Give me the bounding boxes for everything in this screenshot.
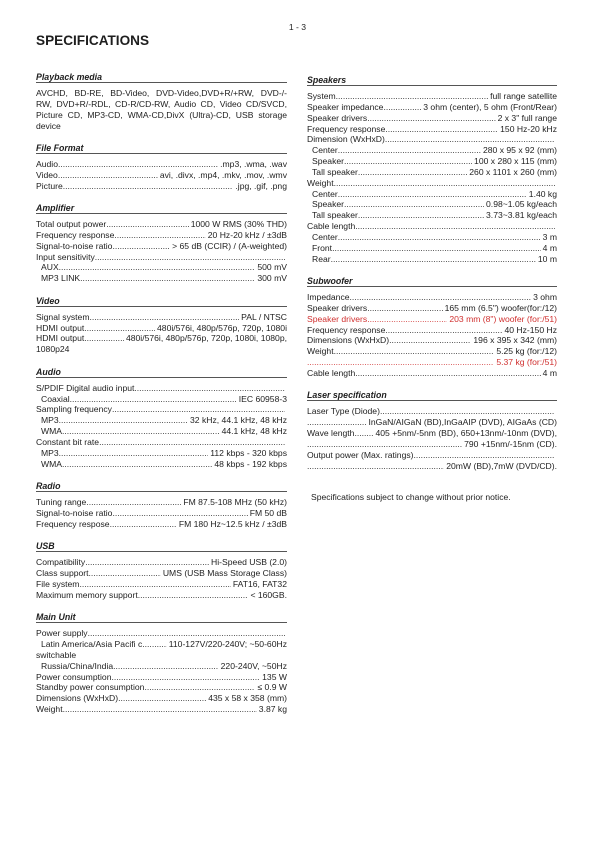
- spec-label: Center: [312, 231, 338, 242]
- spec-subrow: [36, 459, 287, 470]
- spec-label: Cable length: [307, 368, 356, 378]
- spec-value: 165 mm (6.5") woofer(for:/12): [444, 302, 557, 313]
- spec-label: Speaker impedance: [307, 101, 384, 112]
- spec-value: 280 x 95 x 92 (mm): [482, 145, 557, 156]
- page-title: SPECIFICATIONS: [36, 33, 150, 48]
- spec-row: [36, 333, 287, 344]
- spec-subrow: [307, 243, 557, 254]
- spec-value: 32 kHz, 44.1 kHz, 48 kHz: [190, 415, 287, 426]
- dot-leader: [62, 426, 220, 437]
- right-sections: [307, 75, 557, 472]
- spec-value: 10 m: [537, 253, 557, 264]
- spec-label: Output power (Max. ratings): [307, 449, 414, 460]
- spec-label: Speaker drivers: [307, 313, 368, 324]
- spec-row: [307, 357, 557, 368]
- spec-label: Speaker drivers: [307, 302, 368, 313]
- section-heading: Speakers: [307, 75, 557, 86]
- paragraph-line: RW, DVD+R/-RDL, CD-R/CD-RW, Audio CD, Video CD/SVCD,: [36, 98, 287, 109]
- spec-row: [36, 693, 287, 704]
- spec-value: [555, 406, 557, 417]
- dot-leader: [367, 113, 495, 124]
- spec-value: UMS (USB Mass Storage Class): [162, 568, 287, 579]
- spec-subrow: [36, 262, 287, 273]
- spec-value: [285, 437, 287, 448]
- dot-leader: [99, 437, 285, 448]
- spec-value: 4 m: [542, 242, 557, 253]
- dot-leader: [112, 241, 170, 252]
- spec-row: [36, 579, 287, 590]
- dot-leader: [385, 325, 502, 336]
- spec-label: Rear: [312, 253, 331, 264]
- spec-label: Frequency response: [307, 324, 386, 335]
- spec-row: [36, 219, 287, 230]
- spec-value: 790 +15nm/-15nm (CD).: [464, 438, 557, 449]
- spec-value: 44.1 kHz, 48 kHz: [221, 426, 287, 437]
- spec-label: Tall speaker: [312, 210, 358, 221]
- spec-value: 196 x 395 x 342 (mm): [473, 335, 557, 346]
- spec-value: 2 x 3" full range: [497, 112, 557, 123]
- dot-leader: [385, 134, 555, 145]
- dot-leader: [118, 693, 206, 704]
- left-column: [36, 72, 287, 715]
- spec-label: MP3 LINK: [41, 273, 81, 284]
- dot-leader: [389, 335, 471, 346]
- dot-leader: [80, 273, 255, 284]
- dot-leader: [307, 357, 494, 368]
- spec-row: [36, 230, 287, 241]
- left-sections: [36, 72, 287, 715]
- spec-value: 3 ohm: [533, 292, 557, 303]
- section-heading: Laser specification: [307, 390, 557, 401]
- spec-value: full range satellite: [490, 91, 557, 101]
- spec-value: 480i/576i, 480p/576p, 720p, 1080i, 1080p,: [125, 333, 287, 344]
- spec-value: 5.25 kg (for:/12): [496, 346, 557, 357]
- spec-section-file-format: [36, 143, 287, 192]
- spec-label: Weight: [36, 704, 63, 715]
- continuation-line: switchable: [36, 649, 77, 660]
- paragraph-line: Picture CD, MP3-CD, WMA-CD,DivX (Ultra)-CD, USB storage: [36, 109, 287, 120]
- spec-row: [36, 628, 287, 639]
- spec-row: [36, 159, 287, 170]
- dot-leader: [332, 243, 541, 254]
- spec-row: [307, 346, 557, 357]
- section-heading: Audio: [36, 367, 287, 378]
- spec-row: [307, 314, 557, 325]
- spec-section-audio: [36, 367, 287, 470]
- spec-subrow: [307, 254, 557, 265]
- dot-leader: [350, 292, 532, 303]
- spec-section-usb: [36, 541, 287, 600]
- spec-row: [36, 590, 287, 601]
- spec-section-playback-media: [36, 72, 287, 131]
- spec-value: 300 mV: [257, 273, 287, 284]
- spec-label: Dimension (WxHxD): [307, 134, 385, 145]
- right-column: [307, 75, 557, 503]
- dot-leader: [112, 508, 247, 519]
- dot-leader: [59, 448, 209, 459]
- spec-row: [36, 497, 287, 508]
- spec-label: Sampling frequency: [36, 404, 112, 415]
- spec-label: Speaker: [312, 156, 345, 167]
- dot-leader: [358, 167, 467, 178]
- spec-value: 110-127V/220-240V; ~50-60Hz: [168, 639, 287, 649]
- spec-label: Total output power: [36, 219, 107, 230]
- spec-label: Constant bit rate: [36, 436, 100, 447]
- section-heading: Video: [36, 296, 287, 307]
- dot-leader: [380, 406, 555, 417]
- spec-value: [555, 450, 557, 461]
- spec-value: 0.98~1.05 kg/each: [486, 199, 557, 210]
- spec-label: Cable length: [307, 221, 356, 232]
- dot-leader: [355, 221, 555, 232]
- spec-value: Hi-Speed USB (2.0): [211, 557, 287, 568]
- dot-leader: [86, 497, 181, 508]
- dot-leader: [110, 519, 177, 530]
- spec-subrow: [36, 448, 287, 459]
- dot-leader: [355, 368, 540, 379]
- dot-leader: [58, 170, 158, 181]
- spec-label: Coaxial: [41, 393, 70, 404]
- spec-label: Weight: [307, 346, 334, 357]
- spec-value: avi, .divx, .mp4, .mkv, .mov, .wmv: [159, 169, 287, 180]
- section-heading: USB: [36, 541, 287, 552]
- spec-label: Laser Type (Diode): [307, 406, 380, 417]
- spec-label: Tall speaker: [312, 166, 358, 177]
- spec-section-subwoofer: [307, 276, 557, 379]
- spec-value: 20 Hz-20 kHz / ±3dB: [207, 229, 287, 240]
- spec-label: Standby power consumption: [36, 682, 145, 693]
- spec-value: .mp3, .wma, .wav: [220, 158, 287, 169]
- spec-label: Frequency respose: [36, 518, 110, 529]
- spec-row: [36, 437, 287, 448]
- spec-label: Audio: [36, 158, 58, 169]
- spec-row: [307, 428, 557, 439]
- dot-leader: [134, 383, 285, 394]
- dot-leader: [338, 232, 541, 243]
- dot-leader: [84, 333, 124, 344]
- dot-leader: [344, 156, 472, 167]
- spec-label: MP3: [41, 447, 59, 458]
- spec-label: S/PDIF Digital audio input: [36, 382, 135, 393]
- spec-value: 112 kbps - 320 kbps: [210, 447, 287, 458]
- spec-subrow: [36, 661, 287, 672]
- spec-label: Wave length: [307, 428, 355, 439]
- spec-subrow: [36, 639, 287, 650]
- spec-label: Picture: [36, 180, 63, 191]
- spec-subrow: [307, 232, 557, 243]
- dot-leader: [106, 219, 188, 230]
- spec-value: 500 mV: [257, 262, 287, 273]
- spec-row: [307, 221, 557, 232]
- dot-leader: [334, 346, 495, 357]
- spec-label: Front: [312, 242, 333, 253]
- dot-leader: [62, 459, 212, 470]
- spec-row: [307, 461, 557, 472]
- section-heading: Main Unit: [36, 612, 287, 623]
- spec-label: Signal-to-noise ratio: [36, 240, 113, 251]
- dot-leader: [336, 91, 488, 102]
- spec-label: AUX: [41, 262, 59, 273]
- spec-subrow: [307, 145, 557, 156]
- spec-value: FAT16, FAT32: [232, 578, 287, 589]
- spec-row: [36, 672, 287, 683]
- spec-value: 1000 W RMS (30% THD): [190, 219, 287, 230]
- spec-section-video: [36, 296, 287, 355]
- spec-value: 480i/576i, 480p/576p, 720p, 1080i: [157, 322, 287, 333]
- spec-label: Impedance: [307, 292, 350, 303]
- spec-label: Maximum memory support: [36, 589, 138, 600]
- spec-label: System: [307, 91, 336, 101]
- section-heading: Playback media: [36, 72, 287, 83]
- spec-row: [307, 303, 557, 314]
- spec-label: Speaker: [312, 199, 345, 210]
- dot-leader: [138, 590, 249, 601]
- spec-label: Center: [312, 145, 338, 156]
- spec-value: 3 m: [542, 231, 557, 242]
- spec-label: MP3: [41, 415, 59, 426]
- dot-leader: [354, 428, 373, 439]
- spec-value: [285, 404, 287, 415]
- spec-row: [36, 323, 287, 334]
- paragraph-line: device: [36, 120, 61, 131]
- dot-leader: [90, 312, 240, 323]
- dot-leader: [358, 210, 484, 221]
- dot-leader: [114, 230, 205, 241]
- dot-leader: [79, 579, 230, 590]
- spec-label: Speaker drivers: [307, 112, 368, 123]
- spec-subrow: [307, 156, 557, 167]
- spec-row: [307, 450, 557, 461]
- spec-row: [307, 113, 557, 124]
- page-number: 1 - 3: [288, 22, 307, 32]
- spec-value: .jpg, .gif, .png: [235, 180, 287, 191]
- section-heading: File Format: [36, 143, 287, 154]
- spec-row: [307, 178, 557, 189]
- dot-leader: [63, 181, 234, 192]
- spec-row: [307, 124, 557, 135]
- section-heading: Subwoofer: [307, 276, 557, 287]
- spec-label: Signal-to-noise ratio: [36, 507, 113, 518]
- spec-value: 220-240V, ~50Hz: [220, 660, 287, 671]
- spec-row: [307, 102, 557, 113]
- spec-section-speakers: [307, 75, 557, 265]
- spec-label: Compatibility: [36, 557, 86, 568]
- spec-label: Tuning range: [36, 497, 87, 508]
- spec-label: Power consumption: [36, 671, 112, 682]
- spec-value: 5.37 kg (for:/51): [496, 357, 557, 368]
- spec-row: [36, 682, 287, 693]
- spec-row: [36, 181, 287, 192]
- spec-label: Power supply: [36, 628, 88, 639]
- dot-leader: [111, 672, 260, 683]
- spec-row: [307, 335, 557, 346]
- dot-leader: [367, 303, 442, 314]
- dot-leader: [59, 415, 188, 426]
- spec-label: Russia/China/India: [41, 660, 114, 671]
- spec-label: HDMI output: [36, 322, 85, 333]
- dot-leader: [367, 314, 447, 325]
- spec-row: [307, 91, 557, 102]
- dot-leader: [344, 199, 484, 210]
- spec-label: Dimensions (WxHxD): [36, 693, 119, 704]
- dot-leader: [84, 323, 155, 334]
- spec-value: [285, 383, 287, 394]
- spec-section-main-unit: [36, 612, 287, 715]
- spec-value: 3.87 kg: [258, 704, 287, 715]
- dot-leader: [88, 628, 285, 639]
- spec-value: 150 Hz-20 kHz: [500, 123, 557, 134]
- dot-leader: [63, 704, 257, 715]
- spec-row: [36, 404, 287, 415]
- spec-value: 260 x 1101 x 260 (mm): [469, 166, 557, 177]
- disclaimer-note: Specifications subject to change without prior notice.: [311, 492, 511, 503]
- continuation-line: 1080p24: [36, 344, 70, 355]
- section-heading: Amplifier: [36, 203, 287, 214]
- dot-leader: [85, 557, 209, 568]
- spec-row: [36, 383, 287, 394]
- spec-row: [307, 325, 557, 336]
- spec-row: [36, 704, 287, 715]
- spec-value: FM 50 dB: [249, 507, 287, 518]
- dot-leader: [95, 252, 285, 263]
- spec-label: Input sensitivity: [36, 251, 95, 262]
- spec-row: [36, 568, 287, 579]
- spec-row: [307, 439, 557, 450]
- dot-leader: [113, 661, 219, 672]
- spec-label: Dimensions (WxHxD): [307, 335, 390, 346]
- spec-value: IEC 60958-3: [238, 393, 287, 404]
- section-heading: Radio: [36, 481, 287, 492]
- spec-subrow: [36, 415, 287, 426]
- dot-leader: [414, 450, 555, 461]
- paragraph-line: AVCHD, BD-RE, BD-Video, DVD-Video,DVD+R/+RW, DVD-/-: [36, 88, 287, 98]
- spec-value: FM 180 Hz~12.5 kHz / ±3dB: [178, 518, 287, 529]
- spec-value: [555, 178, 557, 189]
- spec-value: FM 87.5-108 MHz (50 kHz): [183, 497, 287, 508]
- dot-leader: [383, 102, 421, 113]
- spec-section-laser-specification: [307, 390, 557, 471]
- spec-value: 435 x 58 x 358 (mm): [208, 693, 287, 704]
- dot-leader: [338, 189, 527, 200]
- spec-value: [285, 628, 287, 639]
- dot-leader: [338, 145, 481, 156]
- spec-label: WMA: [41, 458, 63, 469]
- spec-value: 20mW (BD),7mW (DVD/CD).: [446, 460, 557, 471]
- spec-value: 100 x 280 x 115 (mm): [474, 156, 557, 167]
- spec-value: ≤ 0.9 W: [257, 682, 287, 693]
- spec-row: [36, 312, 287, 323]
- spec-label: Signal system: [36, 311, 90, 322]
- dot-leader: [142, 639, 166, 650]
- dot-leader: [331, 254, 536, 265]
- spec-label: File system: [36, 578, 80, 589]
- spec-subrow: [307, 167, 557, 178]
- spec-label: Weight: [307, 177, 334, 188]
- spec-value: 135 W: [262, 671, 287, 682]
- spec-value: [555, 221, 557, 232]
- spec-row: [36, 519, 287, 530]
- spec-row: [307, 368, 557, 379]
- dot-leader: [385, 124, 498, 135]
- dot-leader: [58, 159, 218, 170]
- spec-value: InGaN/AIGaN (BD),InGaAIP (DVD), AIGaAs (CD): [368, 417, 557, 428]
- spec-row: [307, 417, 557, 428]
- spec-row: [307, 406, 557, 417]
- dot-leader: [59, 262, 256, 273]
- spec-subrow: [36, 394, 287, 405]
- spec-label: WMA: [41, 426, 63, 437]
- dot-leader: [89, 568, 161, 579]
- spec-section-radio: [36, 481, 287, 530]
- spec-value: > 65 dB (CCIR) / (A-weighted): [172, 240, 287, 251]
- spec-subrow: [307, 199, 557, 210]
- spec-section-amplifier: [36, 203, 287, 284]
- spec-row: [36, 557, 287, 568]
- spec-label: Latin America/Asia Pacifi c: [41, 639, 143, 649]
- spec-value: PAL / NTSC: [241, 311, 287, 322]
- spec-value: 3 ohm (center), 5 ohm (Front/Rear): [423, 101, 557, 112]
- spec-value: 4 m: [542, 368, 557, 378]
- spec-subrow: [36, 426, 287, 437]
- spec-value: < 160GB.: [250, 589, 287, 600]
- spec-value: 3.73~3.81 kg/each: [486, 210, 557, 221]
- dot-leader: [334, 178, 555, 189]
- spec-row: [36, 241, 287, 252]
- spec-subrow: [36, 273, 287, 284]
- spec-value: 1.40 kg: [528, 188, 557, 199]
- spec-row: [36, 508, 287, 519]
- spec-subrow: [307, 210, 557, 221]
- spec-value: 48 kbps - 192 kbps: [214, 458, 287, 469]
- spec-row: [307, 134, 557, 145]
- spec-value: 40 Hz-150 Hz: [504, 324, 557, 335]
- spec-subrow: [307, 189, 557, 200]
- spec-value: [555, 134, 557, 145]
- spec-label: Frequency response: [36, 229, 115, 240]
- spec-value: 405 +5nm/-5nm (BD), 650+13nm/-10nm (DVD),: [375, 428, 557, 439]
- spec-label: HDMI output: [36, 333, 85, 344]
- spec-label: Center: [312, 188, 338, 199]
- dot-leader: [307, 461, 444, 472]
- dot-leader: [307, 417, 367, 428]
- spec-row: [36, 252, 287, 263]
- spec-value: [285, 252, 287, 263]
- dot-leader: [70, 394, 237, 405]
- dot-leader: [307, 439, 462, 450]
- spec-value: 203 mm (8") woofer (for:/51): [449, 313, 557, 324]
- spec-row: [307, 292, 557, 303]
- spec-label: Frequency response: [307, 123, 386, 134]
- dot-leader: [144, 682, 255, 693]
- dot-leader: [112, 404, 285, 415]
- spec-row: [36, 170, 287, 181]
- spec-label: Class support: [36, 568, 89, 579]
- spec-label: Video: [36, 169, 58, 180]
